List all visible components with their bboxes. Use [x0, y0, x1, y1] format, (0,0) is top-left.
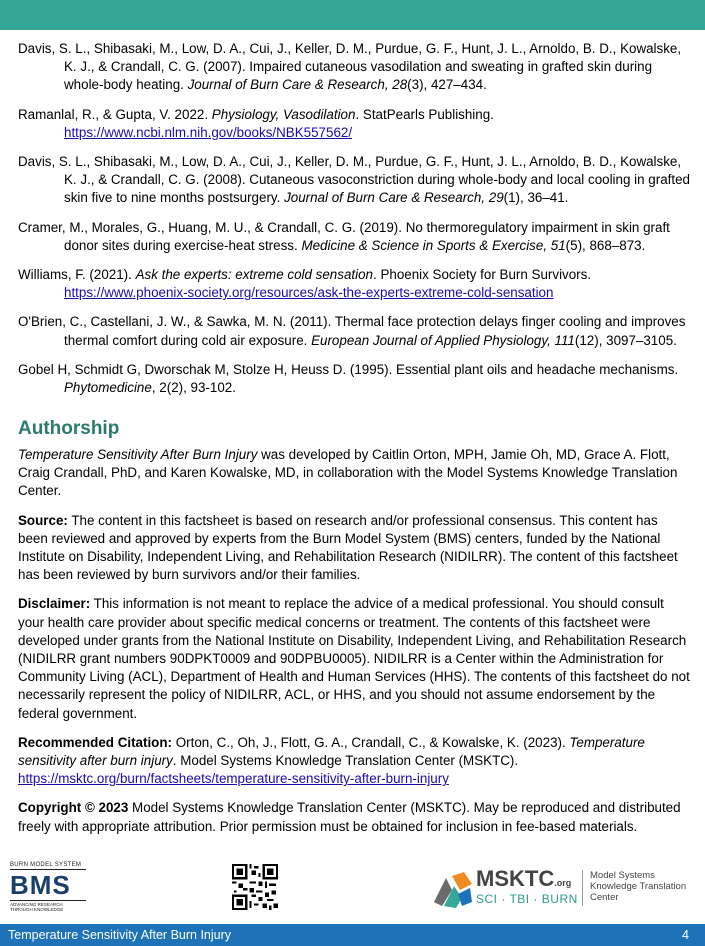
header-accent-bar: [0, 0, 705, 30]
reference-list: [18, 40, 690, 408]
reference-item: O'Brien, C., Castellani, J. W., & Sawka, M. N. (2011). Thermal face protection delays finger cooling and improves thermal comfort during cold air exposure. European Journal of Applied Physiology, 111(12), 3097–3105.: [18, 314, 686, 348]
reference-item: Gobel H, Schmidt G, Dworschak M, Stolze H, Heuss D. (1995). Essential plant oils and headache mechanisms. Phytomedicine, 2(2), 93-102.: [18, 361, 679, 396]
disclaimer-paragraph: Disclaimer: This information is not meant to replace the advice of a medical professional. You should consult your health care provider about specific medical concerns or treatment. The contents of this factsheet were developed under grants from the National Institute on Disability, Independent Living, and Rehabilitation Research (NIDILRR grant numbers 90DPKT0009 and 90DPBU0005). NIDILRR is a Center within the Administration for Community Living (ACL), Department of Health and Human Services (HHS). The contents of this factsheet do not necessarily represent the policy of NIDILRR, ACL, or HHS, and you should not assume endorsement by the federal government.: [18, 596, 690, 721]
copyright-paragraph: Copyright © 2023 Model Systems Knowledge Translation Center (MSKTC). May be reproduced and distributed freely with appropriate attribution. Prior permission must be obtained for inclusion in fee-based materials.: [18, 800, 681, 834]
footer-title: Temperature Sensitivity After Burn Injury: [8, 928, 232, 942]
msktc-mark-icon: [432, 868, 474, 910]
authorship-heading: Authorship: [18, 418, 120, 439]
reference-item: Ramanlal, R., & Gupta, V. 2022. Physiology, Vasodilation. StatPearls Publishing. https://www.ncbi.nlm.nih.gov/books/NBK557562/: [18, 106, 690, 142]
logo-row: [0, 862, 705, 920]
reference-item: Davis, S. L., Shibasaki, M., Low, D. A., Cui, J., Keller, D. M., Purdue, G. F., Hunt, J. L., Arnoldo, B. D., Kowalske, K. J., & Crandall, C. G. (2008). Cutaneous vasoconstriction during whole-body and local cooling in grafted skin five to nine months postsurgery. Journal of Burn Care & Research, 29(1), 36–41.: [18, 154, 690, 206]
page-number: 4: [682, 928, 689, 942]
footer-bar: [0, 924, 705, 946]
reference-link[interactable]: https://www.phoenix-society.org/resources/ask-the-experts-extreme-cold-sensation: [64, 285, 554, 301]
reference-item: Williams, F. (2021). Ask the experts: extreme cold sensation. Phoenix Society for Burn Survivors. https://www.phoenix-society.org/resources/ask-the-experts-extreme-cold-sensation: [18, 266, 690, 302]
citation-paragraph: Recommended Citation: Orton, C., Oh, J., Flott, G. A., Crandall, C., & Kowalske, K. (2023). Temperature sensitivity after burn injury. Model Systems Knowledge Translation Center (MSKTC). https://msktc.org/burn/factsheets/temperature-sensitivity-after-burn-injury: [18, 734, 645, 787]
qr-code-icon[interactable]: [232, 864, 278, 910]
reference-link[interactable]: https://www.ncbi.nlm.nih.gov/books/NBK557562/: [64, 124, 353, 140]
msktc-logo: MSKTC.org SCI · TBI · BURN Model Systems Knowledge Translation Center: [432, 866, 702, 914]
authorship-paragraph: Temperature Sensitivity After Burn Injury was developed by Caitlin Orton, MPH, Jamie Oh, MD, Grace A. Flott, Craig Crandall, PhD, and Karen Kowalske, MD, in collaboration with the Model Systems Knowledge Translation Center.: [18, 447, 678, 499]
bms-logo: BURN MODEL SYSTEM BMS ADVANCING RESEARCH THROUGH KNOWLEDGE: [10, 862, 86, 914]
citation-link[interactable]: https://msktc.org/burn/factsheets/temperature-sensitivity-after-burn-injury: [18, 771, 449, 787]
authorship-body: [18, 446, 690, 847]
reference-item: Davis, S. L., Shibasaki, M., Low, D. A., Cui, J., Keller, D. M., Purdue, G. F., Hunt, J. L., Arnoldo, B. D., Kowalske, K. J., & Crandall, C. G. (2007). Impaired cutaneous vasodilation and sweating in grafted skin during whole-body heating. Journal of Burn Care & Research, 28(3), 427–434.: [18, 41, 682, 93]
logo-divider: [582, 870, 583, 906]
source-paragraph: Source: The content in this factsheet is based on research and/or professional consensus. This content has been reviewed and approved by experts from the Burn Model System (BMS) centers, funded by the National Institute on Disability, Independent Living, and Rehabilitation Research (NIDILRR). The content of this factsheet has been reviewed by burn survivors and/or their families.: [18, 512, 678, 583]
reference-item: Cramer, M., Morales, G., Huang, M. U., & Crandall, C. G. (2019). No thermoregulatory impairment in skin graft donor sites during exercise-heat stress. Medicine & Science in Sports & Exercise, 51(5), 868–873.: [18, 219, 670, 253]
